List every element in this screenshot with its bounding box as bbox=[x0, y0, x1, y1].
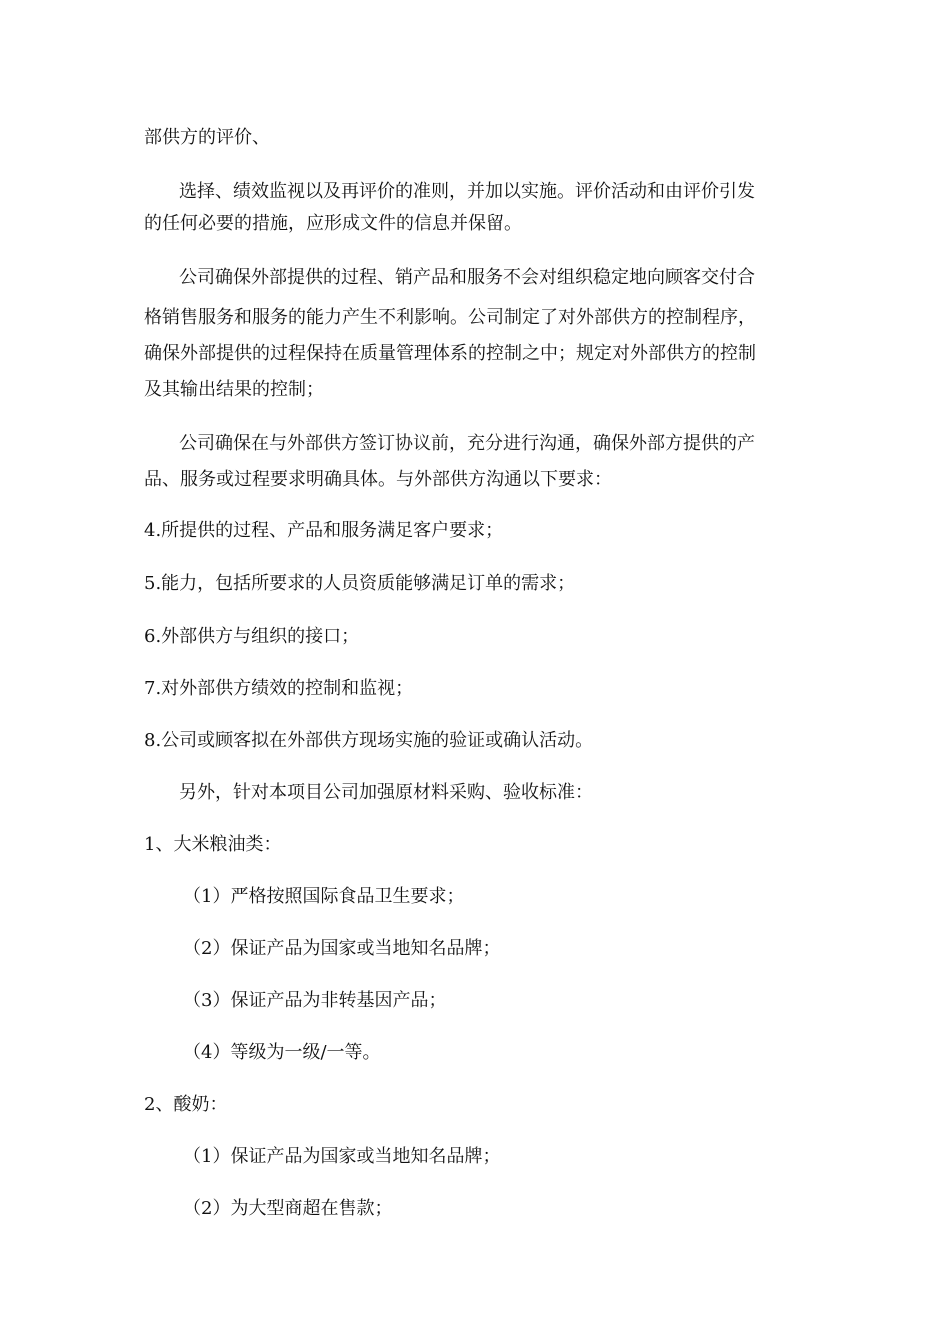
paragraph-line: 的任何必要的措施，应形成文件的信息并保留。 bbox=[144, 213, 522, 234]
section-heading: 2、酸奶： bbox=[144, 1094, 228, 1115]
list-item: （3）保证产品为非转基因产品； bbox=[183, 990, 447, 1011]
paragraph-line: 公司确保外部提供的过程、销产品和服务不会对组织稳定地向顾客交付合 bbox=[179, 267, 755, 288]
list-item: （4）等级为一级/一等。 bbox=[183, 1042, 381, 1063]
list-item: 5.能力，包括所要求的人员资质能够满足订单的需求； bbox=[144, 573, 576, 594]
section-heading: 1、大米粮油类： bbox=[144, 834, 282, 855]
list-item: 4.所提供的过程、产品和服务满足客户要求； bbox=[144, 520, 504, 541]
paragraph-line: 品、服务或过程要求明确具体。与外部供方沟通以下要求： bbox=[144, 469, 612, 490]
paragraph-line: 选择、绩效监视以及再评价的准则，并加以实施。评价活动和由评价引发 bbox=[179, 181, 755, 202]
list-item: （2）保证产品为国家或当地知名品牌； bbox=[183, 938, 501, 959]
list-item: 8.公司或顾客拟在外部供方现场实施的验证或确认活动。 bbox=[144, 730, 594, 751]
text-line: 部供方的评价、 bbox=[144, 127, 270, 148]
paragraph-line: 及其输出结果的控制； bbox=[144, 379, 324, 400]
list-item: （2）为大型商超在售款； bbox=[183, 1198, 393, 1219]
paragraph-line: 另外，针对本项目公司加强原材料采购、验收标准： bbox=[179, 782, 593, 803]
paragraph-line: 确保外部提供的过程保持在质量管理体系的控制之中；规定对外部供方的控制 bbox=[144, 343, 756, 364]
list-item: 7.对外部供方绩效的控制和监视； bbox=[144, 678, 414, 699]
list-item: （1）严格按照国际食品卫生要求； bbox=[183, 886, 465, 907]
list-item: 6.外部供方与组织的接口； bbox=[144, 626, 360, 647]
paragraph-line: 公司确保在与外部供方签订协议前，充分进行沟通，确保外部方提供的产 bbox=[179, 433, 755, 454]
paragraph-line: 格销售服务和服务的能力产生不利影响。公司制定了对外部供方的控制程序， bbox=[144, 307, 756, 328]
list-item: （1）保证产品为国家或当地知名品牌； bbox=[183, 1146, 501, 1167]
